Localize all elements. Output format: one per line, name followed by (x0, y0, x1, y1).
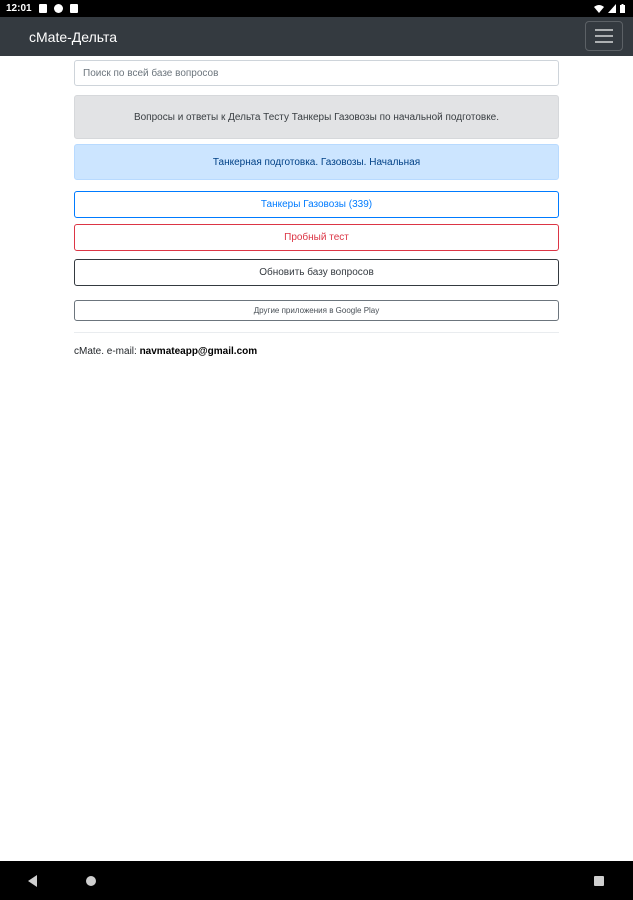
trial-test-button-label: Пробный тест (284, 232, 349, 243)
back-icon[interactable] (28, 875, 37, 887)
trial-test-button[interactable] (74, 224, 559, 251)
menu-line (595, 41, 613, 43)
category-alert (74, 144, 559, 180)
footer-label: cMate. e-mail: (74, 346, 140, 357)
footer-contact (74, 346, 559, 357)
system-navigation-bar (0, 861, 633, 900)
description-alert (74, 95, 559, 139)
questions-button[interactable] (74, 191, 559, 218)
main-container (74, 60, 559, 357)
description-text: Вопросы и ответы к Дельта Тесту Танкеры Газовозы по начальной подготовке. (133, 111, 500, 123)
hamburger-menu-icon[interactable] (585, 21, 623, 51)
category-text: Танкерная подготовка. Газовозы. Начальная (212, 156, 421, 168)
navbar (0, 17, 633, 56)
wifi-icon (594, 4, 604, 13)
recents-icon[interactable] (594, 876, 604, 886)
status-bar (0, 0, 633, 17)
notification-icon (39, 4, 47, 13)
navbar-brand[interactable]: cMate-Дельта (29, 28, 117, 45)
status-time: 12:01 (6, 3, 32, 14)
home-icon[interactable] (86, 876, 96, 886)
menu-line (595, 29, 613, 31)
menu-line (595, 35, 613, 37)
footer-email-link[interactable]: navmateapp@gmail.com (139, 346, 258, 357)
divider (74, 332, 559, 333)
other-apps-button-label: Другие приложения в Google Play (253, 306, 380, 315)
update-database-button[interactable] (74, 259, 559, 286)
app-icon (54, 4, 63, 13)
sd-card-icon (70, 4, 78, 13)
questions-button-label: Танкеры Газовозы (339) (260, 199, 373, 210)
update-database-button-label: Обновить базу вопросов (259, 267, 374, 278)
other-apps-button[interactable] (74, 300, 559, 321)
signal-icon (608, 4, 616, 13)
search-input[interactable] (74, 60, 559, 86)
battery-icon (620, 4, 625, 13)
status-right (594, 4, 633, 13)
status-left (0, 3, 78, 14)
